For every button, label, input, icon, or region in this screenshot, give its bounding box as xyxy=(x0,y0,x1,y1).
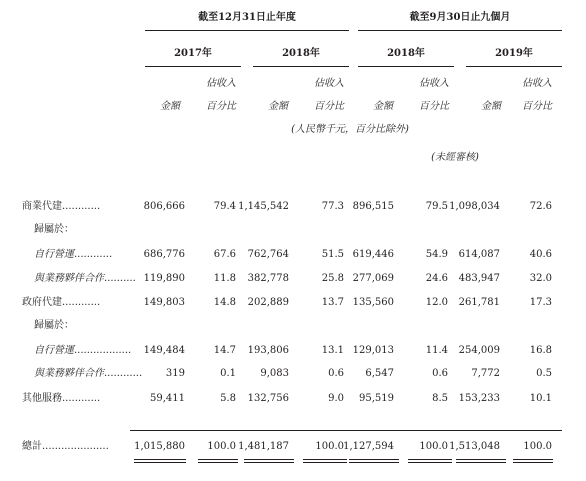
total-double-rule xyxy=(408,459,452,463)
table-row xyxy=(0,368,586,380)
table-cell: 483,947 xyxy=(458,273,500,284)
table-cell: 619,446 xyxy=(352,249,394,260)
header-divider xyxy=(358,30,562,31)
total-double-rule xyxy=(198,459,238,463)
col-amount-header: 金額 xyxy=(268,101,288,112)
table-cell: 277,069 xyxy=(352,273,394,284)
unit-note: (人民幣千元，百分比除外) xyxy=(291,124,409,135)
table-cell: 193,806 xyxy=(247,345,289,356)
row-label: 商業代建............ xyxy=(22,201,101,212)
table-cell: 686,776 xyxy=(143,249,185,260)
table-cell: 79.5 xyxy=(425,201,448,212)
table-cell: 25.8 xyxy=(321,273,344,284)
table-cell: 261,781 xyxy=(458,297,500,308)
row-label: 歸屬於： xyxy=(34,320,74,331)
col-pct-header-1: 佔收入 xyxy=(522,78,552,89)
total-double-rule xyxy=(513,459,553,463)
total-row xyxy=(0,441,586,453)
row-label: 其他服務............ xyxy=(22,393,101,404)
total-value: 100.0 xyxy=(523,441,552,452)
table-cell: 32.0 xyxy=(529,273,552,284)
col-pct-header-1: 佔收入 xyxy=(419,78,449,89)
year-label: 2019年 xyxy=(495,48,533,59)
table-cell: 7,772 xyxy=(471,368,500,379)
table-cell: 382,778 xyxy=(247,273,289,284)
total-value: 1,015,880 xyxy=(134,441,185,452)
total-value: 1,127,594 xyxy=(343,441,394,452)
table-cell: 11.4 xyxy=(425,345,448,356)
table-cell: 11.8 xyxy=(213,273,236,284)
table-cell: 153,233 xyxy=(458,393,500,404)
col-pct-header-2: 百分比 xyxy=(419,101,449,112)
row-label: 歸屬於： xyxy=(34,224,74,235)
total-top-rule xyxy=(130,430,562,431)
table-cell: 0.6 xyxy=(328,368,344,379)
total-value: 100.0 xyxy=(315,441,344,452)
table-cell: 6,547 xyxy=(365,368,394,379)
table-row xyxy=(0,297,586,309)
col-pct-header-1: 佔收入 xyxy=(314,78,344,89)
table-cell: 0.5 xyxy=(536,368,552,379)
table-row xyxy=(0,273,586,285)
table-cell: 614,087 xyxy=(458,249,500,260)
table-row xyxy=(0,224,586,236)
col-pct-header-2: 百分比 xyxy=(206,101,236,112)
table-cell: 129,013 xyxy=(352,345,394,356)
total-double-rule xyxy=(456,459,506,463)
table-cell: 8.5 xyxy=(432,393,448,404)
table-cell: 896,515 xyxy=(352,201,394,212)
table-cell: 1,098,034 xyxy=(449,201,500,212)
row-label: 與業務夥伴合作............ xyxy=(34,368,143,379)
table-cell: 119,890 xyxy=(143,273,185,284)
table-cell: 806,666 xyxy=(143,201,185,212)
year-divider xyxy=(253,66,349,67)
row-label: 自行營運.................. xyxy=(34,345,132,356)
total-value: 1,481,187 xyxy=(238,441,289,452)
table-cell: 14.8 xyxy=(213,297,236,308)
year-divider xyxy=(358,66,454,67)
col-pct-header-2: 百分比 xyxy=(522,101,552,112)
table-cell: 54.9 xyxy=(425,249,448,260)
header-group-9m: 截至9月30日止九個月 xyxy=(409,12,511,23)
table-cell: 0.6 xyxy=(432,368,448,379)
col-amount-header: 金額 xyxy=(481,101,501,112)
year-label: 2018年 xyxy=(282,48,320,59)
total-value: 100.0 xyxy=(419,441,448,452)
table-cell: 13.7 xyxy=(321,297,344,308)
table-cell: 40.6 xyxy=(529,249,552,260)
table-cell: 135,560 xyxy=(352,297,394,308)
col-amount-header: 金額 xyxy=(373,101,393,112)
table-cell: 149,484 xyxy=(143,345,185,356)
unaudited-note: (未經審核) xyxy=(431,152,479,163)
table-cell: 254,009 xyxy=(458,345,500,356)
table-cell: 79.4 xyxy=(213,201,236,212)
header-group-fy: 截至12月31日止年度 xyxy=(198,12,296,23)
table-cell: 1,145,542 xyxy=(238,201,289,212)
table-row xyxy=(0,249,586,261)
col-pct-header-2: 百分比 xyxy=(314,101,344,112)
row-label: 政府代建............ xyxy=(22,297,101,308)
table-cell: 24.6 xyxy=(425,273,448,284)
table-cell: 5.8 xyxy=(220,393,236,404)
table-row xyxy=(0,320,586,332)
total-value: 100.0 xyxy=(207,441,236,452)
col-amount-header: 金額 xyxy=(160,101,180,112)
row-label: 與業務夥伴合作.......... xyxy=(34,273,136,284)
table-cell: 51.5 xyxy=(321,249,344,260)
table-cell: 17.3 xyxy=(529,297,552,308)
total-double-rule xyxy=(244,459,294,463)
table-cell: 13.1 xyxy=(321,345,344,356)
table-cell: 762,764 xyxy=(247,249,289,260)
total-double-rule xyxy=(134,459,186,463)
table-row xyxy=(0,345,586,357)
row-label: 自行營運............ xyxy=(34,249,113,260)
table-cell: 72.6 xyxy=(529,201,552,212)
year-divider xyxy=(466,66,562,67)
header-divider xyxy=(145,30,349,31)
table-row xyxy=(0,201,586,213)
table-cell: 16.8 xyxy=(529,345,552,356)
table-cell: 59,411 xyxy=(150,393,185,404)
table-cell: 9.0 xyxy=(328,393,344,404)
table-cell: 319 xyxy=(165,368,185,379)
year-label: 2017年 xyxy=(174,48,212,59)
table-cell: 149,803 xyxy=(143,297,185,308)
total-double-rule xyxy=(303,459,347,463)
table-cell: 77.3 xyxy=(321,201,344,212)
table-cell: 95,519 xyxy=(359,393,394,404)
total-double-rule xyxy=(349,459,399,463)
table-cell: 9,083 xyxy=(260,368,289,379)
table-cell: 0.1 xyxy=(220,368,236,379)
table-cell: 10.1 xyxy=(529,393,552,404)
table-cell: 14.7 xyxy=(213,345,236,356)
col-pct-header-1: 佔收入 xyxy=(206,78,236,89)
table-cell: 202,889 xyxy=(247,297,289,308)
table-cell: 132,756 xyxy=(247,393,289,404)
year-label: 2018年 xyxy=(387,48,425,59)
table-row xyxy=(0,393,586,405)
table-cell: 67.6 xyxy=(213,249,236,260)
total-label: 總計..................... xyxy=(22,441,109,452)
total-value: 1,513,048 xyxy=(449,441,500,452)
table-cell: 12.0 xyxy=(425,297,448,308)
year-divider xyxy=(145,66,241,67)
